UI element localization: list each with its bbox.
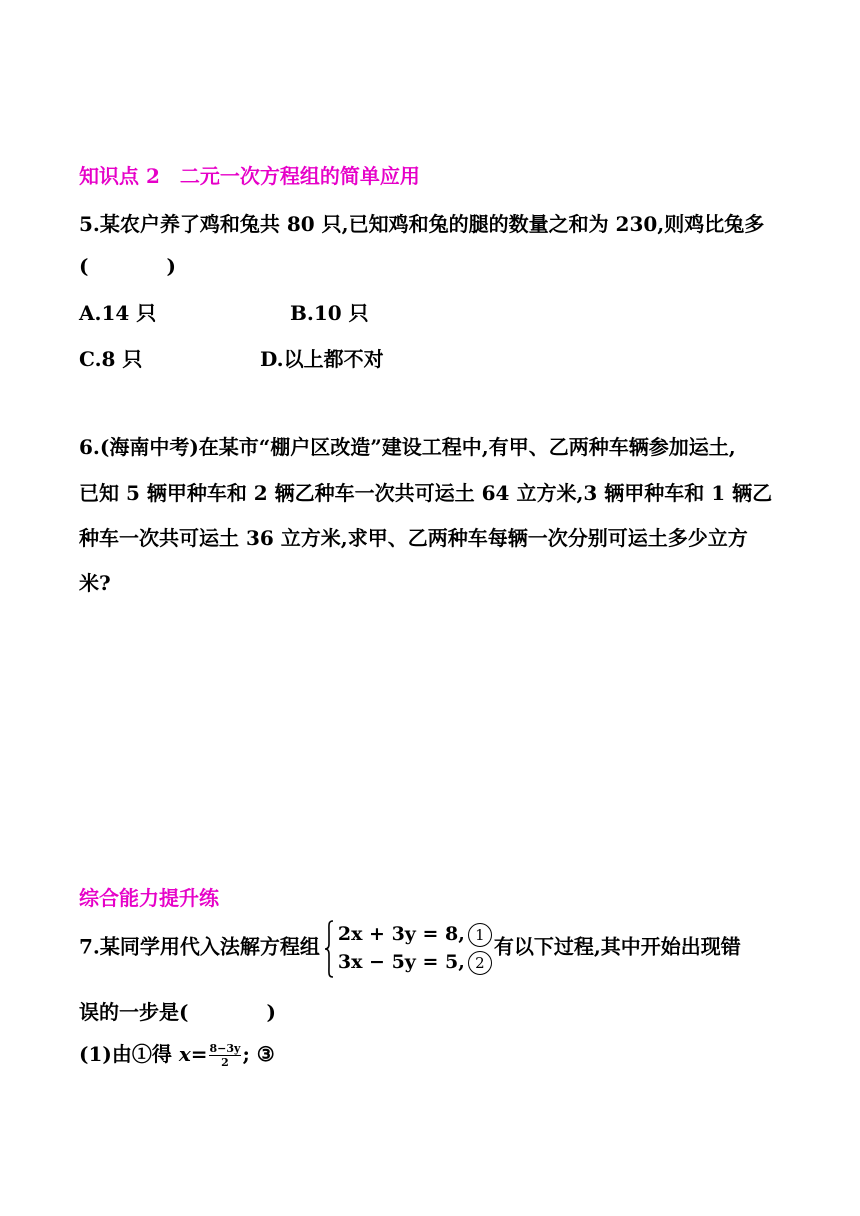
- step1-eq: =: [190, 1042, 208, 1066]
- circled-number-2: 2: [468, 951, 492, 975]
- q5-option-d: D.以上都不对: [260, 347, 384, 371]
- q7-step-1: [79, 1038, 275, 1069]
- q5-option-c: C.8 只: [79, 347, 143, 371]
- q7-stem-before: 7.某同学用代入法解方程组: [79, 934, 320, 959]
- equation-1: 2x + 3y = 8, 1: [324, 920, 492, 948]
- equation-2: 3x − 5y = 5, 2: [324, 948, 492, 976]
- section-title-comprehensive: 综合能力提升练: [79, 886, 219, 910]
- step1-suffix: ; ③: [242, 1042, 275, 1066]
- q5-answer-paren: [79, 254, 176, 278]
- q6-line-4: 米?: [79, 571, 111, 595]
- q7-stem-after: 有以下过程,其中开始出现错: [493, 934, 741, 959]
- step1-prefix: (1)由①得: [79, 1042, 179, 1066]
- q5-option-b: B.10 只: [290, 301, 369, 325]
- section-title-knowledge-point: 知识点 2 二元一次方程组的简单应用: [79, 164, 420, 188]
- paren-close: ): [166, 254, 176, 278]
- q7-stem: [79, 920, 741, 976]
- q5-stem: 5.某农户养了鸡和兔共 80 只,已知鸡和兔的腿的数量之和为 230,则鸡比兔多: [79, 212, 765, 236]
- brace-icon: [324, 920, 334, 978]
- q6-line-2: 已知 5 辆甲种车和 2 辆乙种车一次共可运土 64 立方米,3 辆甲种车和 1 辆乙: [79, 481, 773, 505]
- fraction: $\frac{8-3y}{2}$: [209, 1042, 241, 1069]
- circled-number-1: 1: [468, 923, 492, 947]
- equation-system: [324, 920, 492, 976]
- q6-line-3: 种车一次共可运土 36 立方米,求甲、乙两种车每辆一次分别可运土多少立方: [79, 526, 748, 550]
- q5-option-a: A.14 只: [79, 301, 157, 325]
- step1-var: x: [178, 1042, 191, 1066]
- q6-line-1: 6.(海南中考)在某市“棚户区改造”建设工程中,有甲、乙两种车辆参加运土,: [79, 435, 736, 459]
- q7-line-2: 误的一步是( ): [79, 1000, 276, 1024]
- paren-open: (: [79, 254, 89, 278]
